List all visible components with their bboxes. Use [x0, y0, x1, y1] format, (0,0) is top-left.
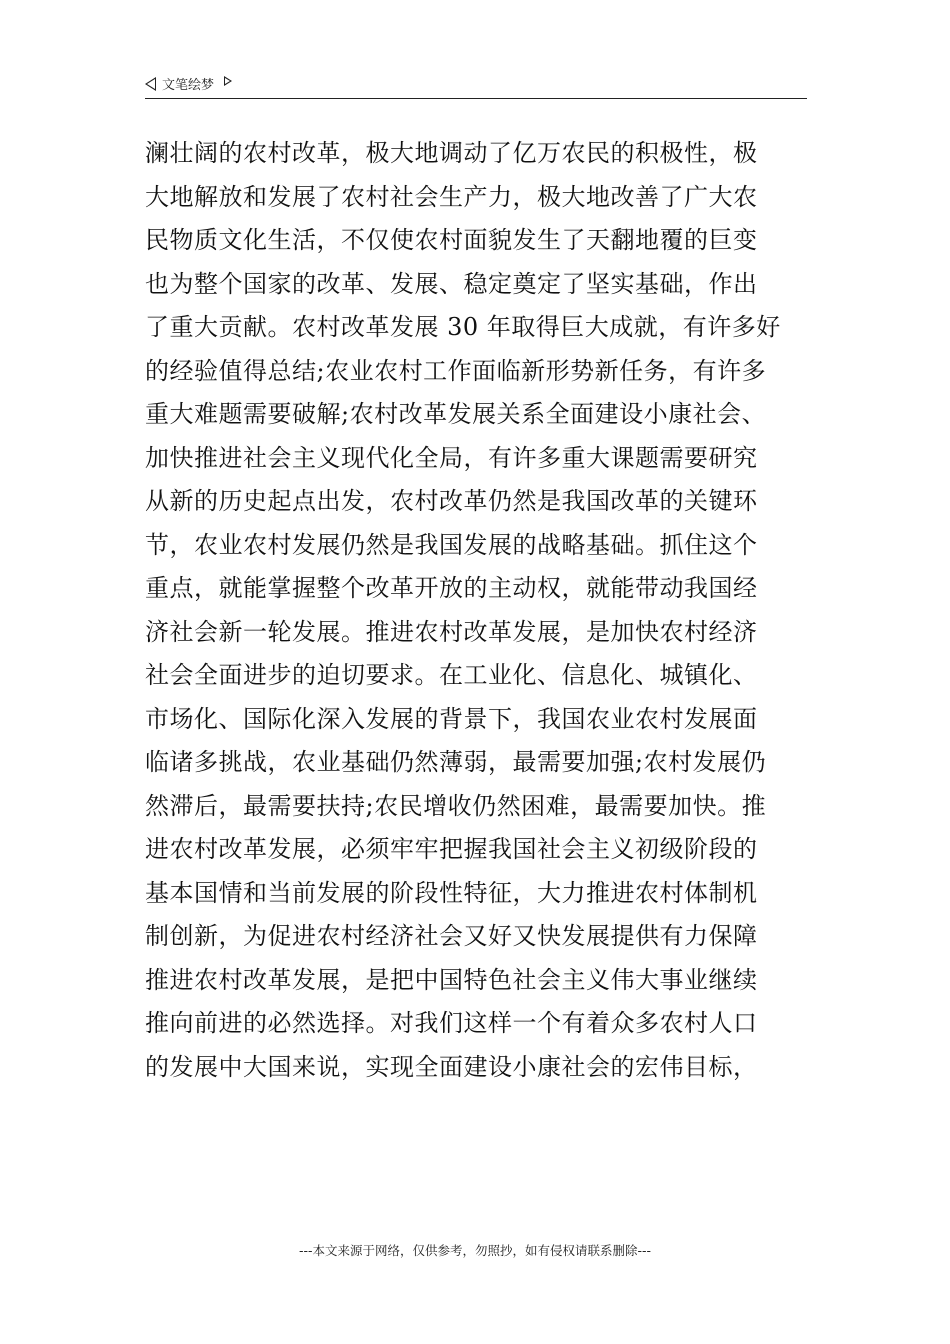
text-line: 推向前进的必然选择。对我们这样一个有着众多农村人口	[145, 1009, 758, 1037]
text-line: 基本国情和当前发展的阶段性特征，大力推进农村体制机	[145, 878, 758, 907]
header-label-group	[145, 74, 232, 93]
text-line: 大地解放和发展了农村社会生产力，极大地改善了广大农	[145, 182, 758, 211]
text-line: 社会全面进步的迫切要求。在工业化、信息化、城镇化、	[145, 661, 758, 689]
triangle-left-icon	[145, 77, 156, 91]
text-line: 民物质文化生活，不仅使农村面貌发生了天翻地覆的巨变	[145, 226, 758, 254]
page-header	[145, 72, 807, 99]
text-line: 重大难题需要破解;农村改革发展关系全面建设小康社会、	[145, 400, 767, 428]
text-line: 济社会新一轮发展。推进农村改革发展，是加快农村经济	[145, 617, 758, 646]
text-line: 进农村改革发展，必须牢牢把握我国社会主义初级阶段的	[145, 835, 758, 863]
text-line: 市场化、国际化深入发展的背景下，我国农业农村发展面	[145, 704, 758, 733]
text-line: 推进农村改革发展，是把中国特色社会主义伟大事业继续	[145, 965, 758, 994]
text-line: 临诸多挑战，农业基础仍然薄弱，最需要加强;农村发展仍	[145, 748, 767, 776]
page-footer: ---本文来源于网络，仅供参考，勿照抄，如有侵权请联系删除---	[298, 1243, 652, 1258]
text-line: 的发展中大国来说，实现全面建设小康社会的宏伟目标，	[145, 1052, 758, 1081]
text-line: 然滞后，最需要扶持;农民增收仍然困难，最需要加快。推	[145, 791, 767, 820]
text-line: 的经验值得总结;农业农村工作面临新形势新任务，有许多	[145, 356, 767, 385]
text-line: 加快推进社会主义现代化全局，有许多重大课题需要研究	[145, 443, 758, 472]
text-line: 了重大贡献。农村改革发展 30 年取得巨大成就，有许多好	[145, 313, 781, 341]
text-line: 也为整个国家的改革、发展、稳定奠定了坚实基础，作出	[145, 269, 758, 298]
text-line: 制创新，为促进农村经济社会又好又快发展提供有力保障	[145, 922, 758, 950]
text-line: 节，农业农村发展仍然是我国发展的战略基础。抓住这个	[145, 530, 758, 559]
document-body	[145, 132, 807, 1089]
text-line: 澜壮阔的农村改革，极大地调动了亿万农民的积极性，极	[145, 139, 758, 167]
header-label: 文笔绘梦	[162, 78, 215, 93]
text-line: 重点，就能掌握整个改革开放的主动权，就能带动我国经	[145, 574, 758, 602]
triangle-right-icon	[224, 76, 232, 86]
text-line: 从新的历史起点出发，农村改革仍然是我国改革的关键环	[145, 487, 758, 515]
